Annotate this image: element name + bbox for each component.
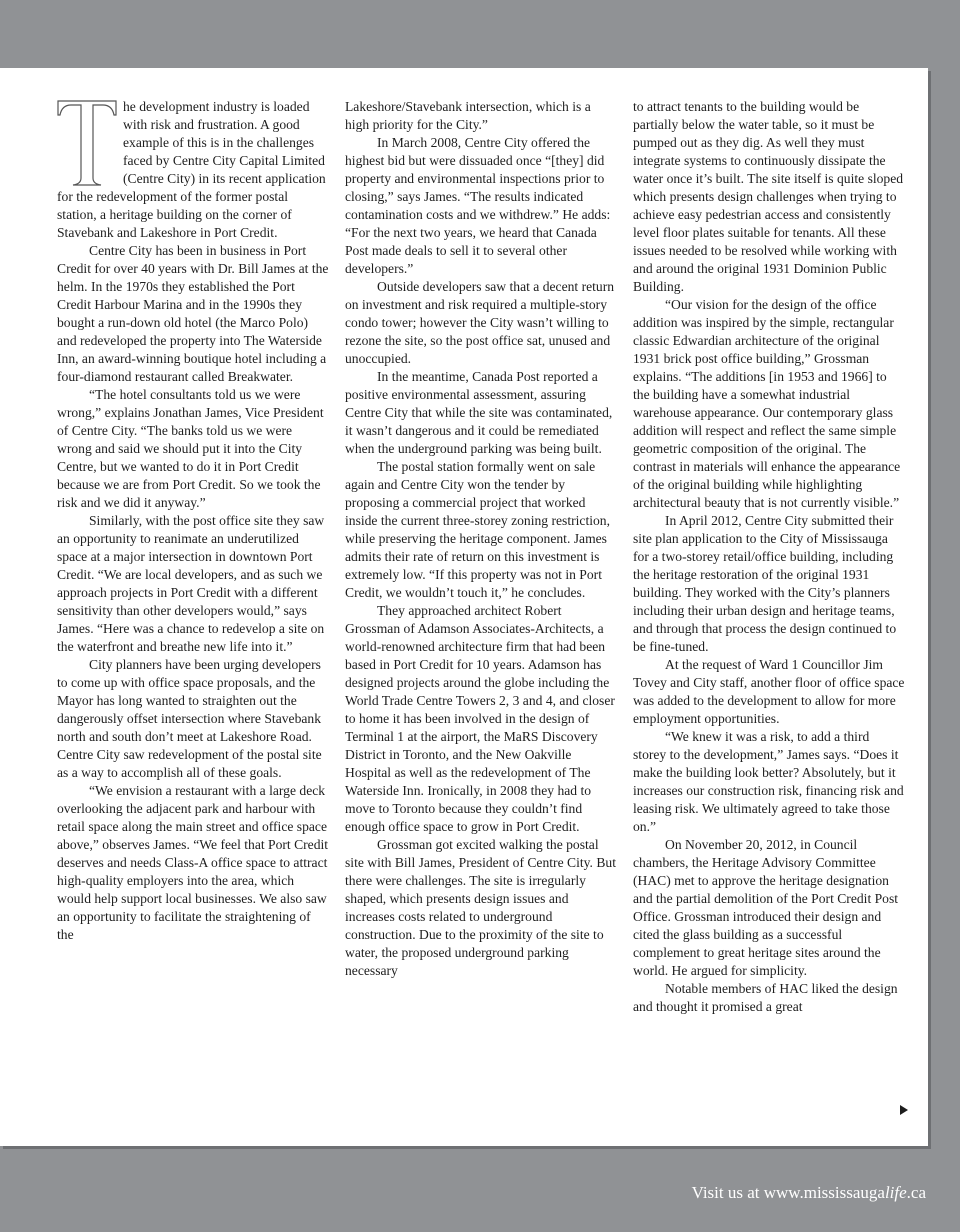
- footer-url-prefix: Visit us at www.mississauga: [691, 1183, 885, 1202]
- paragraph: City planners have been urging developers to come up with office space proposals, and the Mayor has long wanted to straighten out the dangerously offset intersection where Stavebank north and south don’t meet at Lakeshore Road. Centre City saw redevelopment of the postal site as a way to accomplish all of these goals.: [57, 657, 322, 780]
- article-column-2: [345, 98, 617, 980]
- paragraph: Lakeshore/Stavebank intersection, which is a high priority for the City.”: [345, 99, 591, 132]
- paragraph: Similarly, with the post office site they saw an opportunity to reanimate an underutilized space at a major intersection in downtown Port Credit. “We are local developers, and as such we approach projects in Port Credit with a different sensitivity than other developers would,” says James. “Here was a chance to redevelop a site on the waterfront and breathe new life into it.”: [57, 513, 325, 654]
- magazine-page: [0, 68, 928, 1146]
- paragraph: In the meantime, Canada Post reported a positive environmental assessment, assuring Centre City that while the site was contaminated, it wasn’t dangerous and it could be remediated when the underground parking was being built.: [345, 369, 613, 456]
- paragraph: On November 20, 2012, in Council chambers, the Heritage Advisory Committee (HAC) met to approve the heritage designation and the partial demolition of the Port Credit Post Office. Grossman introduced their design and cited the glass building as a successful complement to great heritage sites around the world. He argued for simplicity.: [633, 837, 899, 978]
- footer-url[interactable]: [692, 1183, 926, 1203]
- paragraph: They approached architect Robert Grossman of Adamson Associates-Architects, a world-renowned architecture firm that had been based in Port Credit for 10 years. Adamson has designed projects around the globe including the World Trade Centre Towers 2, 3 and 4, and closer to home it has been involved in the design of Terminal 1 at the airport, the MaRS Discovery District in Toronto, and the New Oakville Hospital as well as the redevelopment of The Waterside Inn. Ironically, in 2008 they had to move to Toronto because they couldn’t find enough office space to grow in Port Credit.: [345, 603, 615, 834]
- paragraph: he development industry is loaded with risk and frustration. A good example of this is in the challenges faced by Centre City Capital Limited (Centre City) in its recent application for the redevelopment of the former postal station, a heritage building on the corner of Stavebank and Lakeshore in Port Credit.: [57, 99, 326, 240]
- footer-url-italic: life: [884, 1183, 907, 1202]
- paragraph: Notable members of HAC liked the design and thought it promised a great: [633, 981, 898, 1014]
- paragraph: In April 2012, Centre City submitted their site plan application to the City of Mississauga for a two-storey retail/office building, including the heritage restoration of the original 1931 building. They worked with the City’s planners including their urban design and heritage teams, and through that process the design continued to be fine-tuned.: [633, 513, 897, 654]
- paragraph: “Our vision for the design of the office addition was inspired by the simple, rectangular classic Edwardian architecture of the original 1931 brick post office building,” Grossman explains. “The additions [in 1953 and 1966] to the building have a somewhat industrial warehouse appearance. Our contemporary glass addition will respect and reflect the same simple geometric composition of the original. The contrast in materials will enhance the appearance of the original building while highlighting architectural beauty that is not currently visible.”: [633, 297, 901, 510]
- drop-cap-letter-t: [57, 100, 117, 186]
- paragraph: Grossman got excited walking the postal site with Bill James, President of Centre City. But there were challenges. The site is irregularly shaped, which presents design issues and increases costs related to underground construction. Due to the proximity of the site to water, the proposed underground parking necessary: [345, 837, 616, 978]
- paragraph: The postal station formally went on sale again and Centre City won the tender by proposing a commercial project that worked inside the current three-storey zoning restriction, while preserving the heritage component. James admits their rate of return on this investment is extremely low. “If this property was not in Port Credit, we wouldn’t touch it,” he concludes.: [345, 459, 610, 600]
- paragraph: “The hotel consultants told us we were wrong,” explains Jonathan James, Vice President of Centre City. “The banks told us we were wrong and said we should put it into the City Centre, but we wanted to do it in Port Credit because we are from Port Credit. So we took the risk and we did it anyway.”: [57, 387, 324, 510]
- article-column-3: [633, 98, 905, 1016]
- continued-arrow-icon: [900, 1105, 908, 1115]
- paragraph: “We envision a restaurant with a large deck overlooking the adjacent park and harbour with retail space along the main street and office space above,” observes James. “We feel that Port Credit deserves and needs Class-A office space to attract high-quality employers into the area, which would help support local businesses. We also saw an opportunity to facilitate the straightening of the: [57, 783, 329, 942]
- paragraph: Centre City has been in business in Port Credit for over 40 years with Dr. Bill James at the helm. In the 1970s they established the Port Credit Harbour Marina and in the 1990s they bought a run-down old hotel (the Marco Polo) and redeveloped the property into The Waterside Inn, an award-winning boutique hotel including a four-diamond restaurant called Breakwater.: [57, 243, 329, 384]
- paragraph: “We knew it was a risk, to add a third storey to the development,” James says. “Does it make the building look better? Absolutely, but it increases our construction risk, financing risk and leasing risk. We ultimately agreed to take those on.”: [633, 729, 904, 834]
- footer-url-suffix: .ca: [906, 1183, 926, 1202]
- article-column-1: [57, 98, 329, 944]
- paragraph: to attract tenants to the building would be partially below the water table, so it must be pumped out as they dig. As well they must integrate systems to continuously dissipate the water once it’s built. The site itself is quite sloped which presents design challenges when trying to achieve easy pedestrian access and consistently level floor plates suitable for tenants. All these issues needed to be resolved while working with and around the original 1931 Dominion Public Building.: [633, 99, 904, 294]
- paragraph: Outside developers saw that a decent return on investment and risk required a multiple-story condo tower; however the City wasn’t willing to rezone the site, so the post office sat, unused and unoccupied.: [345, 279, 615, 366]
- paragraph: In March 2008, Centre City offered the highest bid but were dissuaded once “[they] did property and environmental inspections prior to closing,” says James. “The results indicated contamination costs and we withdrew.” He adds: “For the next two years, we heard that Canada Post made deals to sell it to several other developers.”: [345, 135, 611, 276]
- paragraph: At the request of Ward 1 Councillor Jim Tovey and City staff, another floor of office space was added to the development to allow for more employment opportunities.: [633, 657, 905, 726]
